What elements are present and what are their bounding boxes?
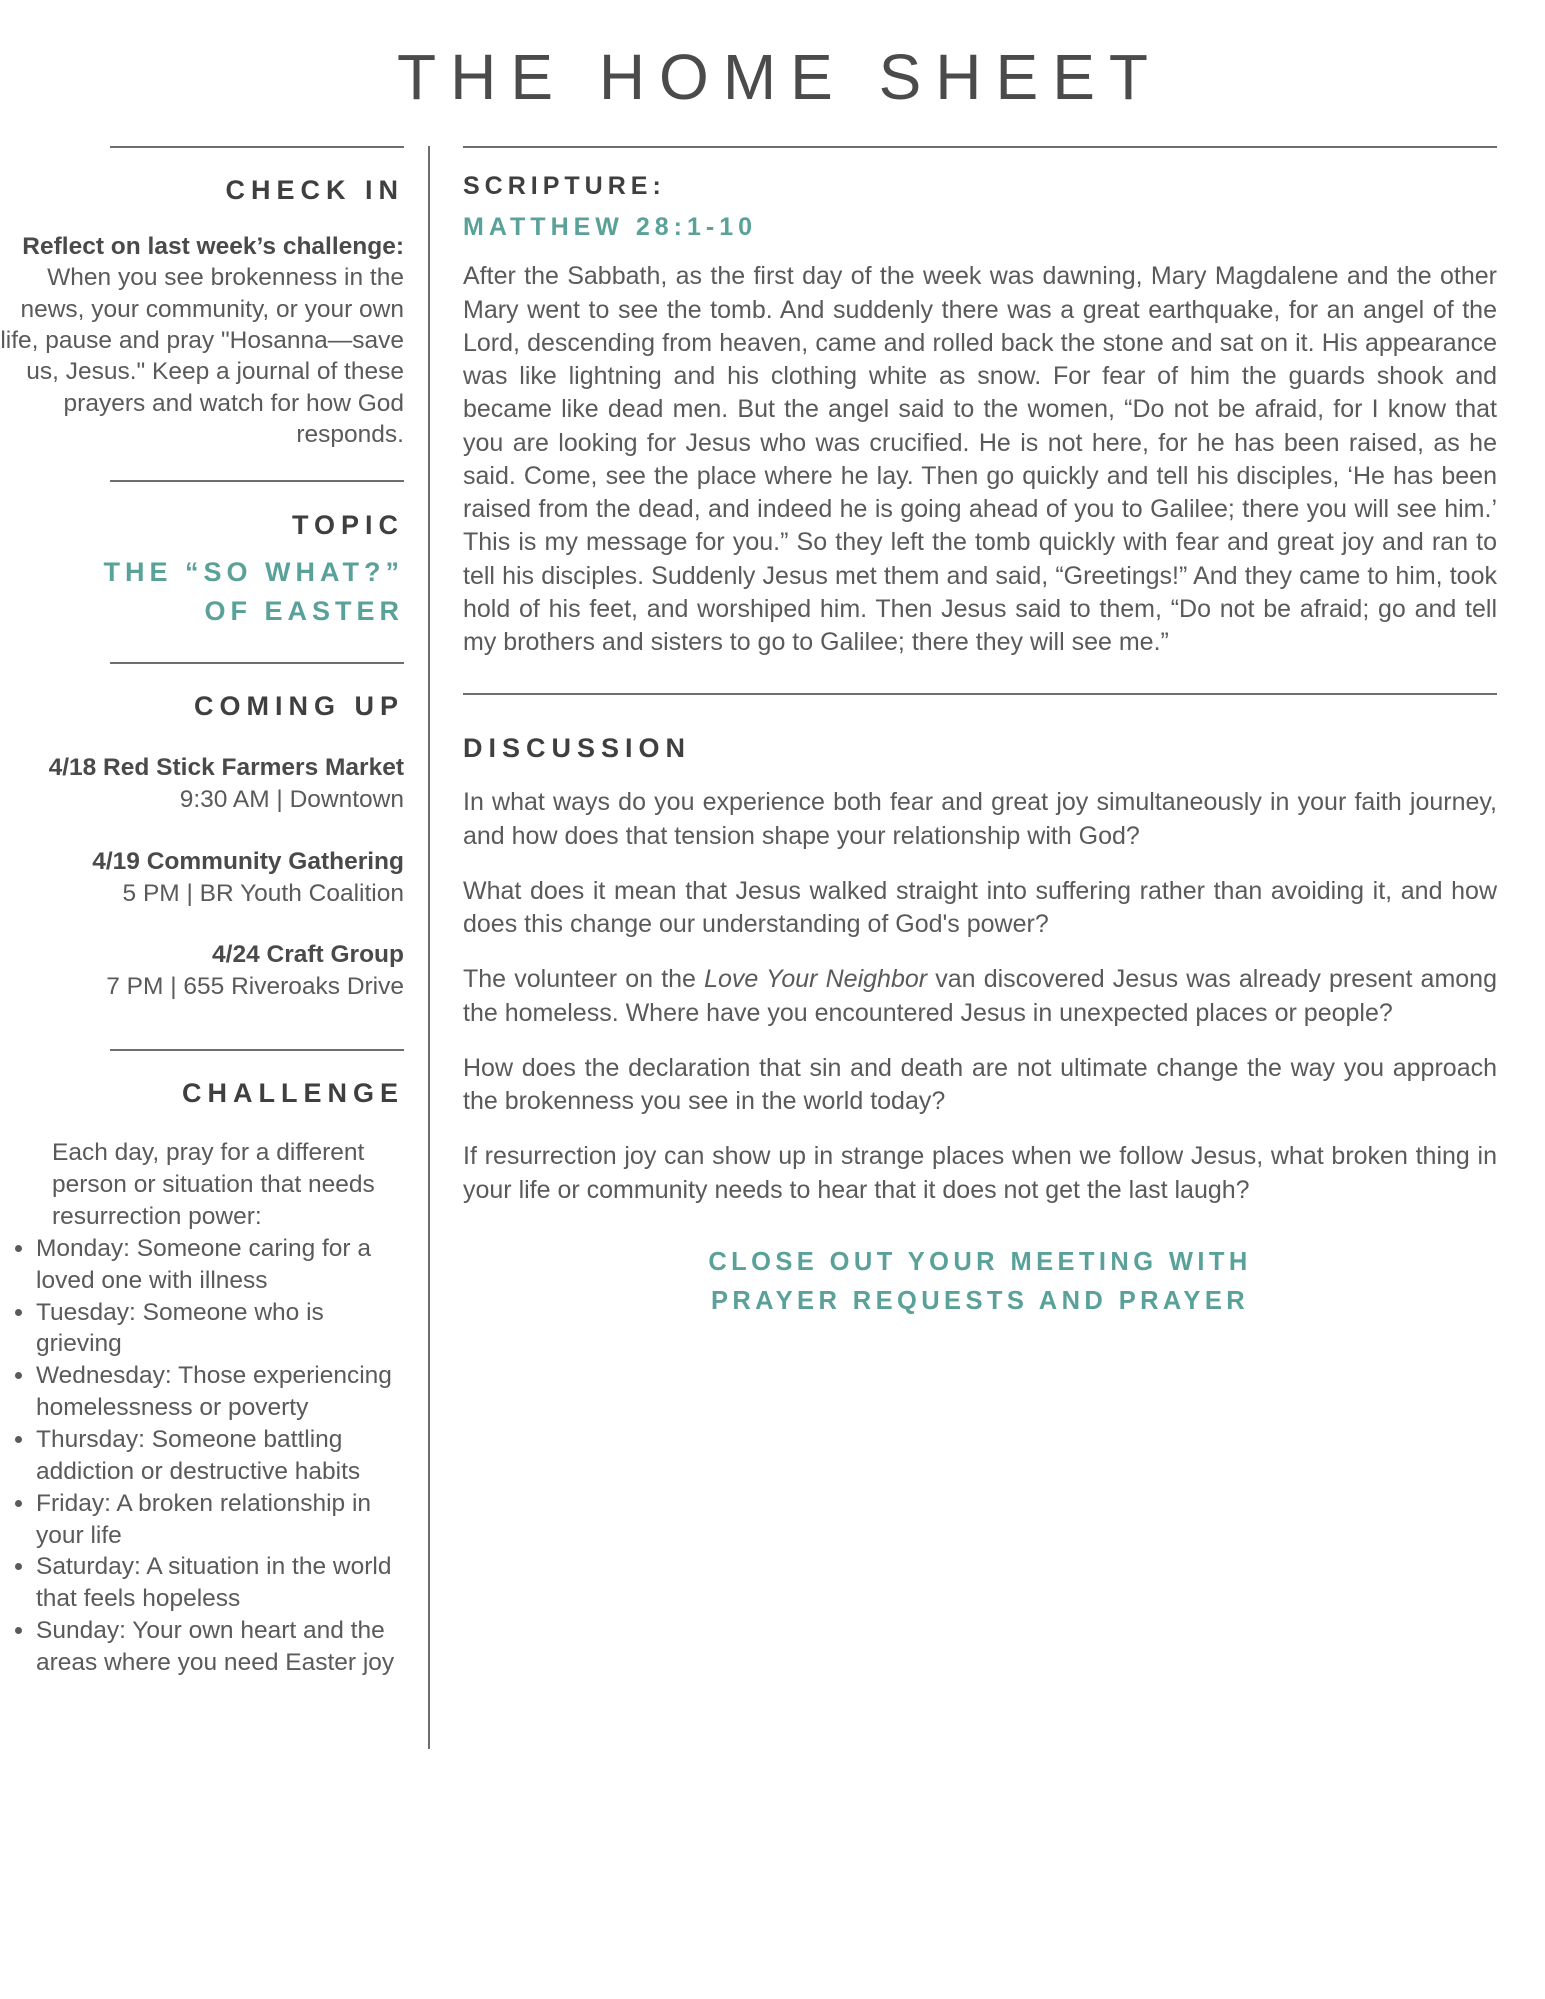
- closing-callout: [463, 1243, 1497, 1322]
- closing-line-2: PRAYER REQUESTS AND PRAYER: [710, 1287, 1250, 1316]
- challenge-heading: CHALLENGE: [182, 1078, 404, 1109]
- list-item: • Monday: Someone caring for a loved one with illness: [36, 1233, 404, 1297]
- section-topic: [0, 510, 404, 631]
- list-item: • Sunday: Your own heart and the areas where you need Easter joy: [36, 1615, 404, 1679]
- right-top-rule: [463, 146, 1497, 148]
- question-emphasis: Love Your Neighbor: [704, 965, 928, 994]
- list-item: • Friday: A broken relationship in your life: [36, 1488, 404, 1552]
- page-title: THE HOME SHEET: [397, 41, 1162, 113]
- divider-after-scripture: [463, 693, 1497, 695]
- section-scripture: [463, 172, 1497, 659]
- event-detail: 9:30 AM | Downtown: [179, 785, 404, 813]
- event-name: 4/18 Red Stick Farmers Market: [48, 753, 404, 781]
- left-column: [0, 146, 430, 1748]
- list-item: • Thursday: Someone battling addiction or destructive habits: [36, 1424, 404, 1488]
- topic-value: [0, 553, 404, 631]
- list-item: • Tuesday: Someone who is grieving: [36, 1297, 404, 1361]
- check-in-prompt-body: When you see brokenness in the news, your community, or your own life, pause and pray "Hosanna—save us, Jesus." Keep a journal of these prayers and watch for how God responds.: [0, 264, 404, 448]
- list-item: • Wednesday: Those experiencing homelessness or poverty: [36, 1360, 404, 1424]
- list-item: [0, 752, 404, 816]
- question-text: What does it mean that Jesus walked straight into suffering rather than avoiding it, and how does this change our understanding of God's power?: [463, 876, 1497, 939]
- question-text: If resurrection joy can show up in strange places when we follow Jesus, what broken thing in your life or community needs to hear that it does not get the last laugh?: [463, 1142, 1497, 1204]
- event-name: 4/19 Community Gathering: [92, 847, 404, 875]
- list-item: • Saturday: A situation in the world that feels hopeless: [36, 1551, 404, 1615]
- discussion-heading: DISCUSSION: [463, 733, 692, 764]
- scripture-reference: MATTHEW 28:1-10: [463, 213, 758, 242]
- discussion-question: [463, 786, 1497, 853]
- closing-line-1: CLOSE OUT YOUR MEETING WITH: [708, 1247, 1252, 1276]
- check-in-prompt-bold: Reflect on last week’s challenge:: [22, 232, 404, 260]
- topic-line-2: OF EASTER: [204, 596, 404, 627]
- challenge-intro: Each day, pray for a different person or situation that needs resurrection power:: [52, 1139, 375, 1231]
- masthead: [0, 0, 1545, 112]
- check-in-text: [0, 231, 404, 451]
- section-discussion: [463, 733, 1497, 1207]
- list-item: [0, 939, 404, 1003]
- discussion-question: [463, 963, 1497, 1030]
- question-text-cont: van discovered Jesus was already present among the homeless. Where have you encountered Jesus in unexpected places or people?: [463, 965, 1497, 1027]
- section-check-in: [0, 174, 404, 450]
- topic-heading: TOPIC: [291, 510, 404, 541]
- question-text: The volunteer on the: [463, 965, 705, 994]
- section-challenge: [0, 1077, 404, 1679]
- events-list: [0, 752, 404, 1003]
- scripture-label: SCRIPTURE:: [463, 172, 666, 201]
- discussion-question: [463, 1140, 1497, 1207]
- list-item: [0, 846, 404, 910]
- event-detail: 5 PM | BR Youth Coalition: [122, 879, 404, 907]
- check-in-heading: CHECK IN: [225, 175, 404, 206]
- coming-up-heading: COMING UP: [193, 690, 404, 721]
- challenge-list: [0, 1233, 404, 1679]
- left-top-rule: [110, 146, 404, 148]
- divider-after-check-in: [110, 480, 404, 482]
- divider-after-coming-up: [110, 1049, 404, 1051]
- two-column-layout: [0, 146, 1545, 1748]
- divider-after-topic: [110, 662, 404, 664]
- scripture-text: After the Sabbath, as the first day of the week was dawning, Mary Magdalene and the other Mary went to see the tomb. And suddenly there was a great earthquake, for an angel of the Lord, descending from heaven, came and rolled back the stone and sat on it. His appearance was like lightning and his clothing white as snow. For fear of him the guards shook and became like dead men. But the angel said to the women, “Do not be afraid, for I know that you are looking for Jesus who was crucified. He is not here, for he has been raised, as he said. Come, see the place where he lay. Then go quickly and tell his disciples, ‘He has been raised from the dead, and indeed he is going ahead of you to Galilee; there you will see him.’ This is my message for you.” So they left the tomb quickly with fear and great joy and ran to tell his disciples. Suddenly Jesus met them and said, “Greetings!” And they came to him, took hold of his feet, and worshiped him. Then Jesus said to them, “Do not be afraid; go and tell my brothers and sisters to go to Galilee; there they will see me.”: [463, 262, 1497, 657]
- event-detail: 7 PM | 655 Riveroaks Drive: [106, 973, 404, 1001]
- event-name: 4/24 Craft Group: [212, 941, 404, 969]
- topic-line-1: THE “SO WHAT?”: [103, 557, 404, 588]
- discussion-question: [463, 1052, 1497, 1119]
- question-text: How does the declaration that sin and death are not ultimate change the way you approach the brokenness you see in the world today?: [463, 1053, 1497, 1116]
- question-text: In what ways do you experience both fear and great joy simultaneously in your faith journey, and how does that tension shape your relationship with God?: [463, 788, 1497, 850]
- section-coming-up: [0, 690, 404, 1003]
- discussion-question: [463, 875, 1497, 942]
- right-column: [430, 146, 1497, 1748]
